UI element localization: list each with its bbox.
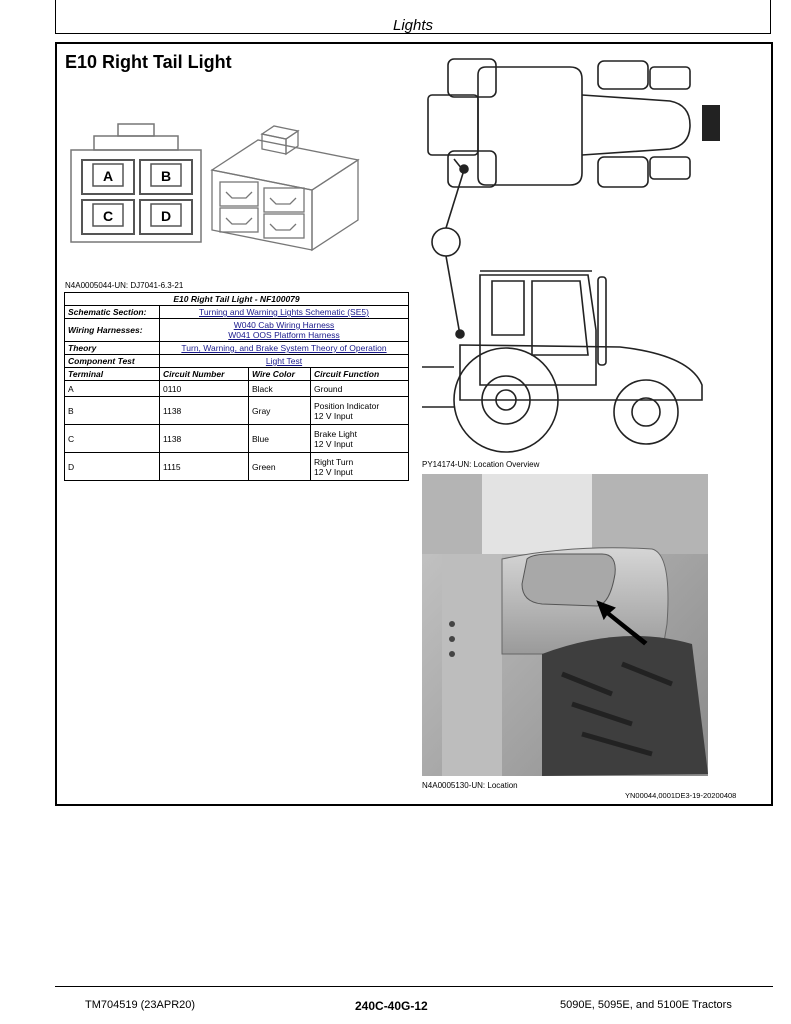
section-title: Lights [392, 17, 434, 34]
theory-label: Theory [65, 342, 160, 355]
column-header: Circuit Number [160, 368, 249, 381]
component-test-link[interactable]: Light Test [265, 356, 303, 366]
footer-page-number: 240C-40G-12 [355, 999, 428, 1013]
circuit-cell: 1138 [160, 397, 249, 425]
table-row [65, 397, 409, 425]
table-row [65, 381, 409, 397]
harness-link[interactable]: W041 OOS Platform Harness [228, 330, 340, 340]
tractor-location-overview [420, 55, 720, 457]
wire-color-cell: Gray [249, 397, 311, 425]
function-cell: Ground [311, 381, 409, 397]
footer-models: 5090E, 5095E, and 5100E Tractors [560, 999, 732, 1011]
column-header: Wire Color [249, 368, 311, 381]
terminal-cell: A [65, 381, 160, 397]
header-box [55, 0, 771, 34]
function-cell: Position Indicator 12 V Input [311, 397, 409, 425]
table-row [65, 355, 409, 368]
table-title: E10 Right Tail Light - NF100079 [65, 293, 409, 306]
overview-figure-label: PY14174-UN: Location Overview [422, 460, 540, 469]
document-reference: YN00044,0001DE3-19-20200408 [625, 791, 737, 800]
column-header: Circuit Function [311, 368, 409, 381]
terminal-label: B [160, 168, 172, 184]
footer-rule [55, 986, 773, 987]
table-row [65, 342, 409, 355]
terminal-label: A [102, 168, 114, 184]
function-cell: Right Turn 12 V Input [311, 453, 409, 481]
terminal-cell: D [65, 453, 160, 481]
component-title: E10 Right Tail Light [65, 52, 232, 72]
table-row [65, 453, 409, 481]
function-cell: Brake Light 12 V Input [311, 425, 409, 453]
table-row [65, 319, 409, 342]
table-row [65, 306, 409, 319]
table-header-row [65, 368, 409, 381]
component-test-label: Component Test [65, 355, 160, 368]
connector-isometric-diagram [210, 122, 360, 252]
harness-link[interactable]: W040 Cab Wiring Harness [233, 320, 335, 330]
terminal-label: C [102, 208, 114, 224]
tail-light-location-photo [422, 474, 708, 776]
component-info-table [64, 292, 409, 481]
schematic-section-link[interactable]: Turning and Warning Lights Schematic (SE5) [199, 307, 369, 317]
schematic-section-label: Schematic Section: [65, 306, 160, 319]
wire-color-cell: Blue [249, 425, 311, 453]
circuit-cell: 1115 [160, 453, 249, 481]
column-header: Terminal [65, 368, 160, 381]
connector-figure-label: N4A0005044-UN: DJ7041-6.3-21 [65, 281, 184, 290]
wire-color-cell: Green [249, 453, 311, 481]
location-figure-label: N4A0005130-UN: Location [422, 781, 518, 790]
footer-manual-id: TM704519 (23APR20) [85, 999, 196, 1011]
terminal-label: D [160, 208, 172, 224]
terminal-cell: C [65, 425, 160, 453]
terminal-cell: B [65, 397, 160, 425]
theory-link[interactable]: Turn, Warning, and Brake System Theory of Operation [181, 343, 387, 353]
wire-color-cell: Black [249, 381, 311, 397]
table-row [65, 425, 409, 453]
circuit-cell: 1138 [160, 425, 249, 453]
wiring-harnesses-label: Wiring Harnesses: [65, 319, 160, 342]
table-title-row [65, 293, 409, 306]
circuit-cell: 0110 [160, 381, 249, 397]
connector-front-diagram [68, 122, 203, 247]
